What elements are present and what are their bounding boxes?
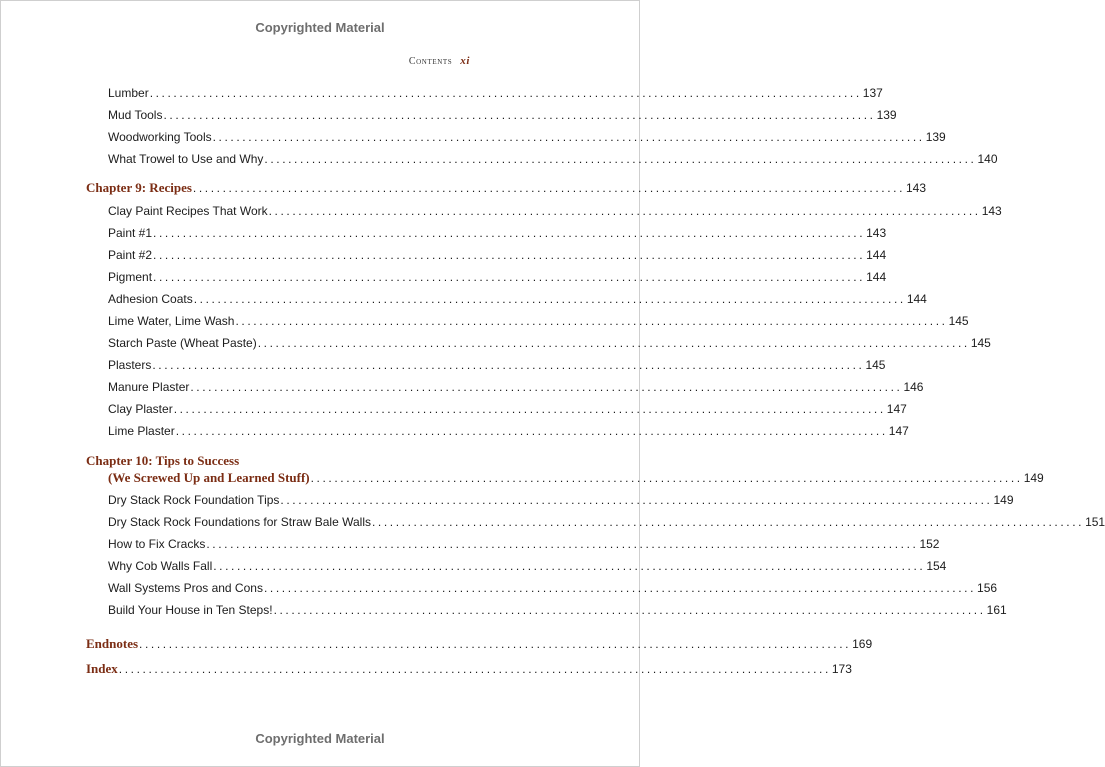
dot-leader: ........................................................................................................................ <box>118 662 831 676</box>
dot-leader: ........................................................................................................................ <box>212 130 925 144</box>
toc-entry <box>108 580 998 596</box>
toc-entry-page: 156 <box>977 581 998 595</box>
dot-leader: ........................................................................................................................ <box>257 336 970 350</box>
toc-chapter-label: Chapter 10: Tips to Success <box>86 453 240 468</box>
toc-entry-page: 161 <box>986 603 1007 617</box>
toc-chapter-entry <box>108 470 1044 486</box>
toc-entry-label: Wall Systems Pros and Cons <box>108 581 263 595</box>
toc-entry-label: Dry Stack Rock Foundations for Straw Bale Walls <box>108 515 371 529</box>
toc-entry-page: 144 <box>866 270 887 284</box>
dot-leader: ........................................................................................................................ <box>371 515 1085 529</box>
dot-leader: ........................................................................................................................ <box>193 292 906 306</box>
toc-entry <box>108 225 887 241</box>
dot-leader: ........................................................................................................................ <box>153 226 866 240</box>
toc-entry-page: 149 <box>993 493 1014 507</box>
toc-entry-label: Starch Paste (Wheat Paste) <box>108 336 257 350</box>
dot-leader: ........................................................................................................................ <box>280 493 993 507</box>
toc-entry-label: Plasters <box>108 358 152 372</box>
toc-entry-page: 140 <box>977 152 998 166</box>
toc-entry <box>108 558 947 574</box>
dot-leader: ........................................................................................................................ <box>149 86 862 100</box>
toc-entry <box>108 313 969 329</box>
toc-entry-page: 144 <box>866 248 887 262</box>
dot-leader: ........................................................................................................................ <box>190 380 903 394</box>
toc-entry-page: 143 <box>906 181 927 195</box>
toc-entry-page: 173 <box>831 662 852 676</box>
toc-entry-label: Dry Stack Rock Foundation Tips <box>108 493 280 507</box>
toc-entry-page: 149 <box>1023 471 1044 485</box>
dot-leader: ........................................................................................................................ <box>206 537 919 551</box>
dot-leader: ........................................................................................................................ <box>153 248 866 262</box>
dot-leader: ........................................................................................................................ <box>264 152 977 166</box>
toc-chapter-entry <box>86 636 873 652</box>
dot-leader: ........................................................................................................................ <box>263 581 977 595</box>
toc-entry <box>108 401 907 417</box>
dot-leader: ........................................................................................................................ <box>175 424 888 438</box>
toc-chapter-label: Chapter 9: Recipes <box>86 180 192 195</box>
toc-entry <box>108 492 1014 508</box>
toc-entry-label: Why Cob Walls Fall <box>108 559 213 573</box>
toc-entry-label: Manure Plaster <box>108 380 190 394</box>
dot-leader: ........................................................................................................................ <box>173 402 886 416</box>
toc-entry <box>108 129 946 145</box>
toc-chapter-entry <box>86 661 852 677</box>
toc-entry-label: Adhesion Coats <box>108 292 193 306</box>
toc-chapter-label: Endnotes <box>86 636 139 651</box>
toc-entry-page: 147 <box>888 424 909 438</box>
toc-entry-page: 146 <box>903 380 924 394</box>
toc-entry <box>108 514 1105 530</box>
toc-entry-label: What Trowel to Use and Why <box>108 152 264 166</box>
page-number: xi <box>460 55 470 67</box>
dot-leader: ........................................................................................................................ <box>310 471 1023 485</box>
toc-entry-page: 169 <box>852 637 873 651</box>
toc-chapter-entry <box>86 180 927 196</box>
dot-leader: ........................................................................................................................ <box>235 314 948 328</box>
toc-chapter-subtitle: (We Screwed Up and Learned Stuff) <box>108 470 310 485</box>
toc-entry-label: How to Fix Cracks <box>108 537 206 551</box>
toc-entry-label: Build Your House in Ten Steps! <box>108 603 273 617</box>
toc-entry <box>108 335 991 351</box>
toc-entry-page: 147 <box>886 402 907 416</box>
toc-entry-page: 154 <box>926 559 947 573</box>
toc-entry-label: Woodworking Tools <box>108 130 212 144</box>
toc-entry-page: 145 <box>948 314 969 328</box>
copyright-notice-top: Copyrighted Material <box>255 20 385 35</box>
toc-entry <box>108 203 1002 219</box>
dot-leader: ........................................................................................................................ <box>163 108 876 122</box>
toc-entry-page: 139 <box>925 130 946 144</box>
toc-entry-page: 139 <box>876 108 897 122</box>
dot-leader: ........................................................................................................................ <box>153 270 866 284</box>
toc-entry <box>108 85 883 101</box>
toc-entry-page: 151 <box>1085 515 1105 529</box>
toc-entry <box>108 357 886 373</box>
copyright-notice-bottom: Copyrighted Material <box>255 731 385 746</box>
toc-entry-label: Paint #2 <box>108 248 153 262</box>
toc-entry-page: 152 <box>919 537 940 551</box>
toc-entry-page: 144 <box>906 292 927 306</box>
toc-entry <box>108 247 887 263</box>
toc-entry <box>108 291 927 307</box>
toc-entry-label: Lime Water, Lime Wash <box>108 314 235 328</box>
toc-chapter-label: Index <box>86 661 118 676</box>
running-head-title: Contents <box>408 56 453 67</box>
toc-entry-label: Lime Plaster <box>108 424 175 438</box>
toc-entry-label: Mud Tools <box>108 108 163 122</box>
toc-entry <box>108 151 998 167</box>
toc-entry-page: 145 <box>865 358 886 372</box>
dot-leader: ........................................................................................................................ <box>268 204 981 218</box>
toc-entry-page: 143 <box>981 204 1002 218</box>
toc-entry <box>108 379 924 395</box>
dot-leader: ........................................................................................................................ <box>152 358 865 372</box>
toc-entry <box>108 269 887 285</box>
toc-entry <box>108 536 940 552</box>
dot-leader: ........................................................................................................................ <box>192 181 905 195</box>
toc-entry-label: Clay Plaster <box>108 402 173 416</box>
toc-entry-label: Lumber <box>108 86 149 100</box>
toc-entry <box>108 602 1007 618</box>
toc-entry <box>108 423 909 439</box>
toc-entry-page: 137 <box>862 86 883 100</box>
toc-entry-label: Clay Paint Recipes That Work <box>108 204 268 218</box>
toc-entry-page: 143 <box>866 226 887 240</box>
dot-leader: ........................................................................................................................ <box>213 559 926 573</box>
toc-entry-label: Paint #1 <box>108 226 153 240</box>
toc-entry <box>108 107 897 123</box>
dot-leader: ........................................................................................................................ <box>273 603 986 617</box>
toc-entry-label: Pigment <box>108 270 153 284</box>
toc-entry-page: 145 <box>970 336 991 350</box>
dot-leader: ........................................................................................................................ <box>139 637 852 651</box>
